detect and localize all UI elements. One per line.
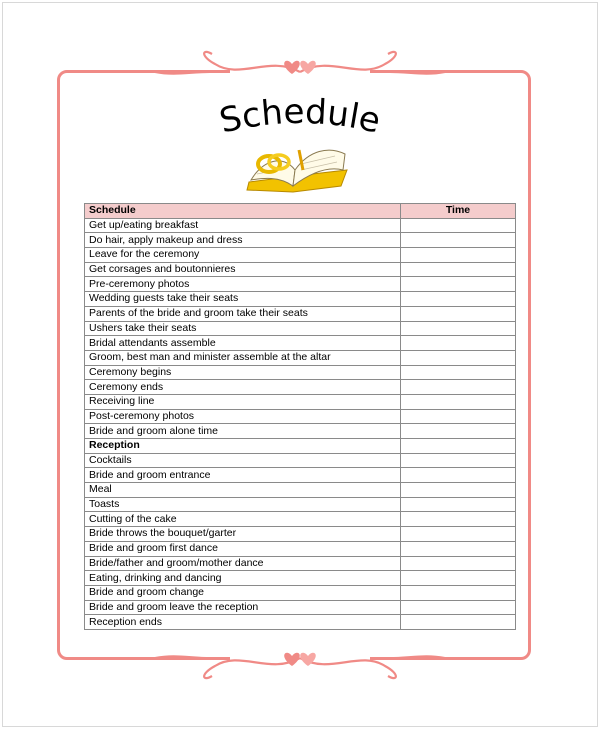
time-cell[interactable] (401, 292, 516, 307)
schedule-item: Toasts (85, 497, 401, 512)
schedule-item: Pre-ceremony photos (85, 277, 401, 292)
table-row (85, 527, 516, 542)
table-row (85, 600, 516, 615)
time-cell[interactable] (401, 615, 516, 630)
time-cell[interactable] (401, 380, 516, 395)
time-cell[interactable] (401, 468, 516, 483)
table-row (85, 380, 516, 395)
table-row (85, 585, 516, 600)
schedule-item: Receiving line (85, 394, 401, 409)
schedule-column-header: Schedule (85, 204, 401, 219)
time-cell[interactable] (401, 541, 516, 556)
time-cell[interactable] (401, 409, 516, 424)
schedule-item: Leave for the ceremony (85, 248, 401, 263)
schedule-item: Do hair, apply makeup and dress (85, 233, 401, 248)
time-cell[interactable] (401, 262, 516, 277)
time-cell[interactable] (401, 556, 516, 571)
schedule-table-body (85, 218, 516, 629)
time-cell[interactable] (401, 571, 516, 586)
schedule-item: Bride and groom entrance (85, 468, 401, 483)
time-cell[interactable] (401, 483, 516, 498)
time-cell[interactable] (401, 248, 516, 263)
schedule-item: Bride and groom alone time (85, 424, 401, 439)
schedule-item: Bride and groom change (85, 585, 401, 600)
schedule-item: Cocktails (85, 453, 401, 468)
table-row (85, 468, 516, 483)
open-book-rings-icon (243, 140, 353, 196)
schedule-item: Meal (85, 483, 401, 498)
table-row (85, 571, 516, 586)
schedule-item: Parents of the bride and groom take their seats (85, 306, 401, 321)
time-cell[interactable] (401, 453, 516, 468)
top-heart-scroll-ornament (150, 50, 450, 90)
table-row (85, 512, 516, 527)
schedule-item: Bride and groom leave the reception (85, 600, 401, 615)
schedule-item: Groom, best man and minister assemble at the altar (85, 350, 401, 365)
schedule-item: Ceremony ends (85, 380, 401, 395)
schedule-item: Reception ends (85, 615, 401, 630)
time-cell[interactable] (401, 600, 516, 615)
time-cell[interactable] (401, 394, 516, 409)
schedule-item: Ceremony begins (85, 365, 401, 380)
page-title: Schedule (215, 91, 385, 142)
bottom-heart-scroll-ornament (150, 640, 450, 680)
time-cell[interactable] (401, 365, 516, 380)
schedule-item: Post-ceremony photos (85, 409, 401, 424)
table-row (85, 483, 516, 498)
table-row (85, 541, 516, 556)
time-cell[interactable] (401, 497, 516, 512)
schedule-table (84, 203, 516, 630)
schedule-item: Bridal attendants assemble (85, 336, 401, 351)
time-cell[interactable] (401, 350, 516, 365)
schedule-item: Get corsages and boutonnieres (85, 262, 401, 277)
table-row (85, 306, 516, 321)
table-row (85, 262, 516, 277)
time-cell[interactable] (401, 512, 516, 527)
table-header-row (85, 204, 516, 219)
schedule-item: Cutting of the cake (85, 512, 401, 527)
schedule-item: Bride throws the bouquet/garter (85, 527, 401, 542)
table-row (85, 409, 516, 424)
table-row (85, 615, 516, 630)
schedule-item: Bride/father and groom/mother dance (85, 556, 401, 571)
schedule-item: Wedding guests take their seats (85, 292, 401, 307)
table-row (85, 424, 516, 439)
table-row (85, 497, 516, 512)
schedule-item: Eating, drinking and dancing (85, 571, 401, 586)
table-row (85, 350, 516, 365)
table-row (85, 248, 516, 263)
table-row (85, 233, 516, 248)
schedule-item: Reception (85, 439, 401, 454)
svg-text:Schedule (216, 92, 384, 142)
table-row (85, 439, 516, 454)
schedule-item: Bride and groom first dance (85, 541, 401, 556)
time-cell[interactable] (401, 527, 516, 542)
time-cell[interactable] (401, 277, 516, 292)
table-row (85, 556, 516, 571)
table-row (85, 218, 516, 233)
table-row (85, 336, 516, 351)
table-row (85, 365, 516, 380)
time-cell[interactable] (401, 585, 516, 600)
schedule-item: Get up/eating breakfast (85, 218, 401, 233)
time-cell[interactable] (401, 218, 516, 233)
table-row (85, 394, 516, 409)
time-cell[interactable] (401, 321, 516, 336)
table-row (85, 292, 516, 307)
schedule-item: Ushers take their seats (85, 321, 401, 336)
time-cell[interactable] (401, 336, 516, 351)
table-row (85, 321, 516, 336)
time-cell[interactable] (401, 233, 516, 248)
time-cell[interactable] (401, 424, 516, 439)
time-cell[interactable] (401, 306, 516, 321)
table-row (85, 277, 516, 292)
time-column-header: Time (401, 204, 516, 219)
table-row (85, 453, 516, 468)
time-cell[interactable] (401, 439, 516, 454)
